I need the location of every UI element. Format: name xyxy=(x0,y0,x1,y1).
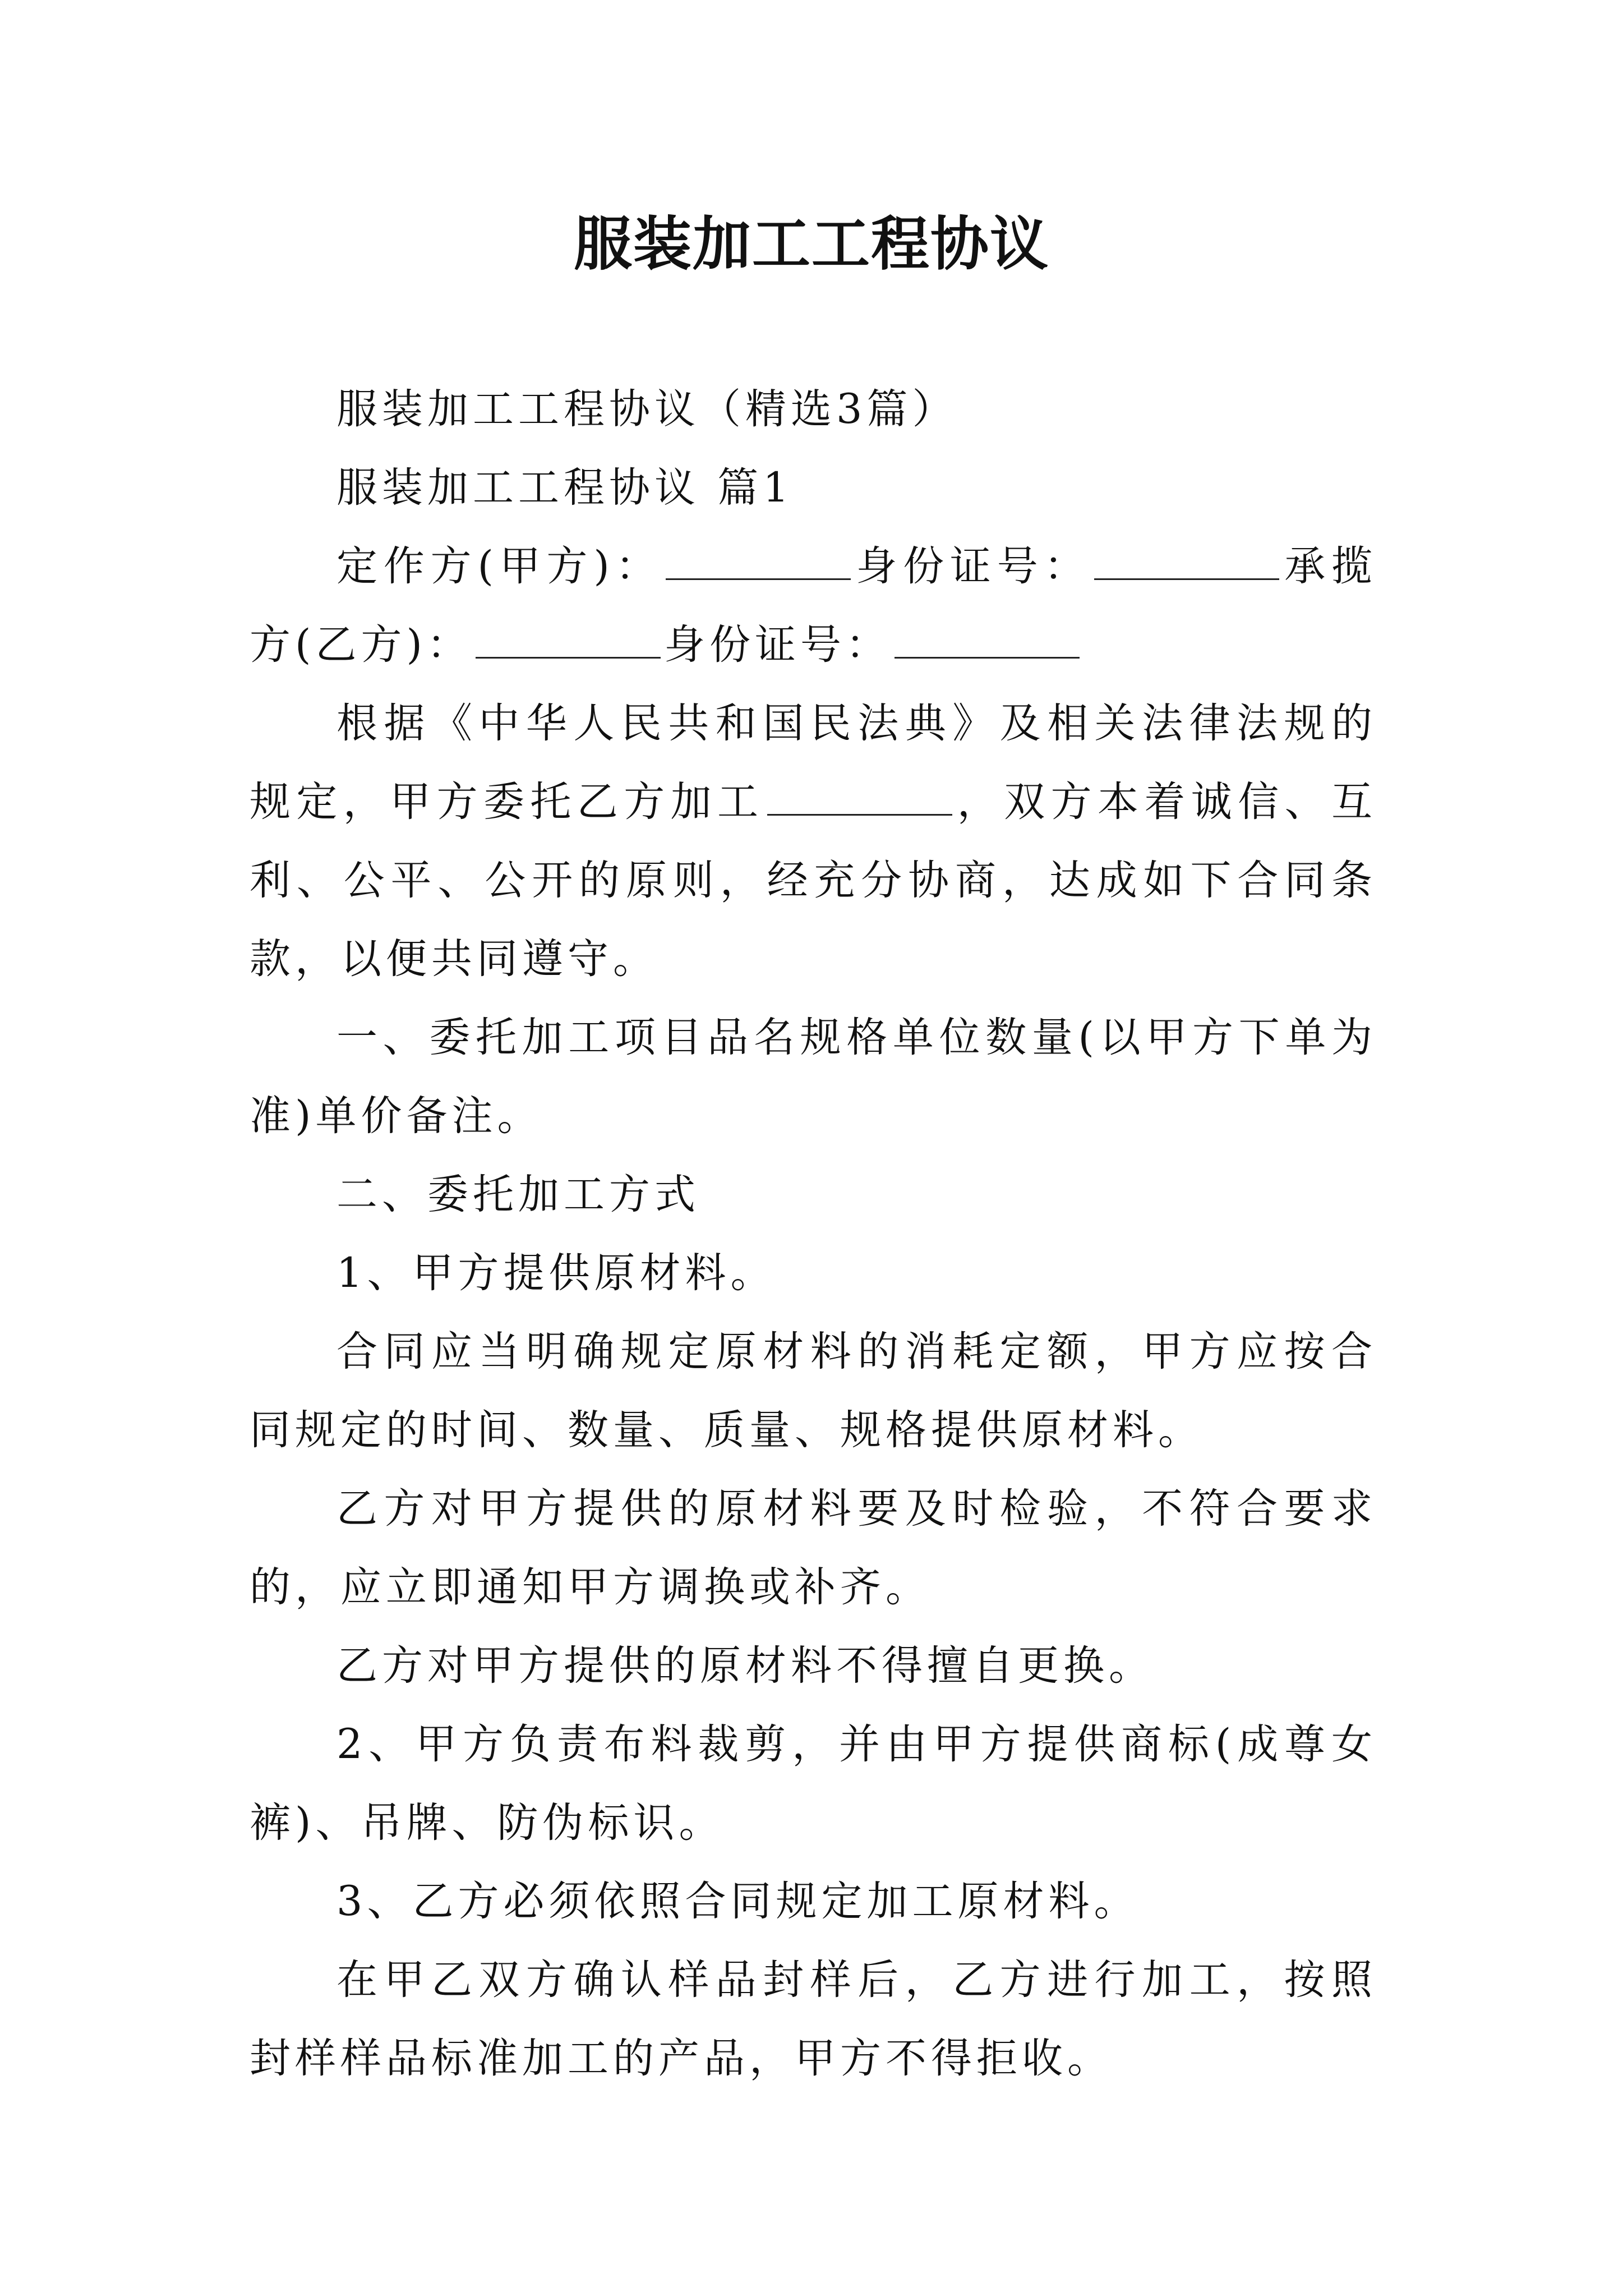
blank-line xyxy=(666,545,851,580)
paragraph: 3、乙方必须依照合同规定加工原材料。 xyxy=(336,1878,1140,1925)
paragraph: 乙方对甲方提供的原材料不得擅自更换。 xyxy=(336,1642,1154,1690)
label-party-b: 承揽方(乙方)： xyxy=(250,542,1377,669)
label-party-a: 定作方(甲方)： xyxy=(336,542,663,590)
blank-line xyxy=(895,623,1080,659)
paragraph: 乙方对甲方提供的原材料要及时检验，不符合要求的，应立即通知甲方调换或补齐。 xyxy=(250,1485,1377,1611)
label-id-number: 身份证号： xyxy=(663,621,891,669)
paragraph: 在甲乙双方确认样品封样后，乙方进行加工，按照封样样品标准加工的产品，甲方不得拒收。 xyxy=(250,1956,1377,2082)
blank-line xyxy=(476,623,661,659)
document-title: 服装加工工程协议 xyxy=(573,209,1049,278)
preamble-text-1: 根据《中华人民共和国民法典》及相关法律法规的规定，甲方委托乙方加工 xyxy=(250,700,1377,826)
label-id-number: 身份证号： xyxy=(854,542,1091,590)
paragraph-preamble xyxy=(250,684,1377,999)
blank-line xyxy=(767,780,952,816)
document-body xyxy=(250,370,1377,2098)
paragraph-parties xyxy=(250,527,1377,684)
blank-line xyxy=(1094,545,1279,580)
paragraph: 服装加工工程协议（精选3篇） xyxy=(336,385,958,433)
paragraph: 一、委托加工项目品名规格单位数量(以甲方下单为准)单价备注。 xyxy=(250,1014,1377,1140)
paragraph: 合同应当明确规定原材料的消耗定额，甲方应按合同规定的时间、数量、质量、规格提供原材料。 xyxy=(250,1328,1377,1454)
preamble-text-2: ，双方本着诚信、互利、公平、公开的原则，经充分协商，达成如下合同条款，以便共同遵守。 xyxy=(250,778,1377,983)
paragraph: 二、委托加工方式 xyxy=(336,1171,700,1218)
paragraph: 服装加工工程协议 篇1 xyxy=(336,464,794,512)
paragraph: 2、甲方负责布料裁剪，并由甲方提供商标(成尊女裤)、吊牌、防伪标识。 xyxy=(250,1720,1377,1847)
paragraph: 1、甲方提供原材料。 xyxy=(336,1249,776,1297)
